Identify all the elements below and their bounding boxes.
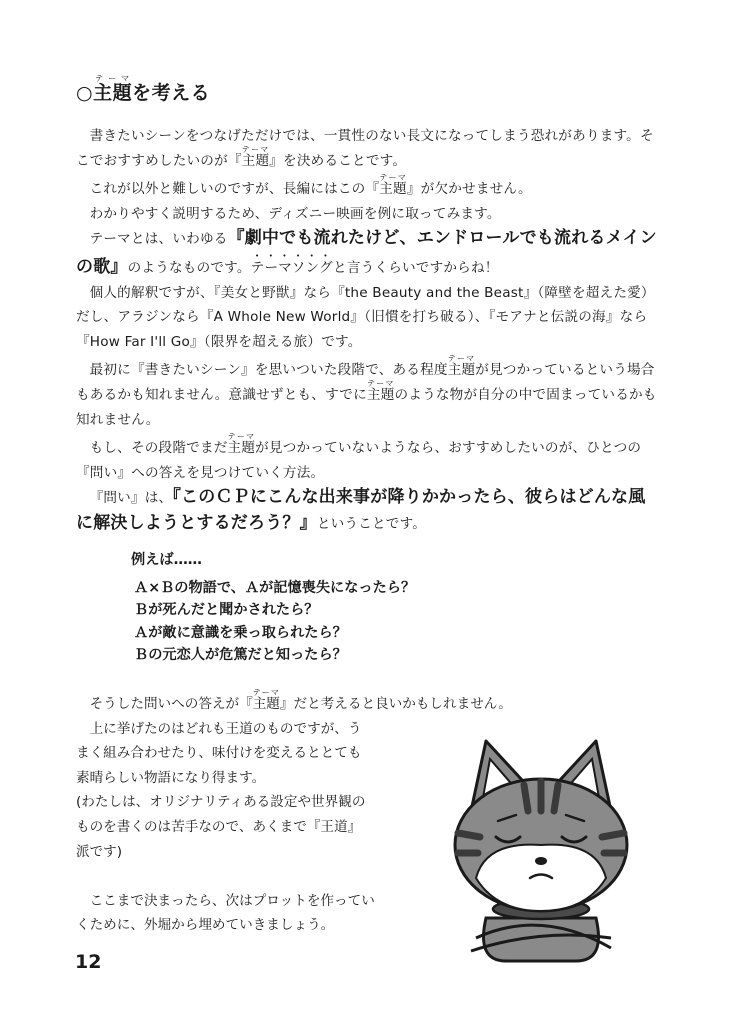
paragraph-4: テーマとは、いわゆる『劇中でも流れたけど、エンドロールでも流れるメインの歌』のようなものです。テーマソングと言うくらいですからね！ xyxy=(76,228,657,277)
example-item: Ｂが死んだと聞かされたら？ xyxy=(134,602,319,618)
paragraph-8: 『問い』は、『このＣＰにこんな出来事が降りかかったら、彼らはどんな風に解決しようとするだろう？』ということです。 xyxy=(76,487,646,533)
example-item: Ａが敵に意識を乗っ取られたら？ xyxy=(134,624,347,641)
closing-line: くために、外堀から埋めていきましょう。 xyxy=(76,917,335,934)
heading-circle: ○ xyxy=(76,82,94,104)
example-item: Ｂの元恋人が危篤だと知ったら？ xyxy=(134,647,347,663)
example-item: Ａ×Ｂの物語で、Ａが記憶喪失になったら？ xyxy=(134,579,416,596)
section-heading xyxy=(76,74,210,105)
cat-illustration-icon xyxy=(446,733,636,963)
heading-suffix: を考える xyxy=(132,82,211,104)
heading-theme-ruby: 主題テーマ xyxy=(93,74,133,104)
body-text xyxy=(76,124,662,537)
closing-line: 素晴らしい物語になり得ます。 xyxy=(76,769,266,786)
paragraph-7: もし、その段階でまだ主題テーマが見つかっていないようなら、おすすめしたいのが、ひとつの『問い』への答えを見つけていく方法。 xyxy=(76,432,642,481)
question-emphasis: 『このＣＰにこんな出来事が降りかかったら、彼らはどんな風に解決しようとするだろう？』 xyxy=(76,487,646,533)
paragraph-2: これが以外と難しいのですが、長編にはこの『主題テーマ』が欠かせません。 xyxy=(89,173,532,198)
page-number: 12 xyxy=(75,951,102,973)
closing-line: そうした問いへの答えが『主題テーマ』だと考えると良いかもしれません。 xyxy=(89,688,512,712)
theme-song-word: テーマソング xyxy=(250,259,334,276)
theme-song-emphasis: 『劇中でも流れたけど、エンドロールでも流れるメインの歌』 xyxy=(76,228,657,277)
paragraph-6: 最初に『書きたいシーン』を思いついた段階で、ある程度主題テーマが見つかっているという場合もあるかも知れません。意識せずとも、すでに主題テーマのような物が自分の中で固まっているかも知れません。 xyxy=(76,354,657,428)
examples-title: 例えば…… xyxy=(131,552,202,568)
paragraph-3: わかりやすく説明するため、ディズニー映画を例に取ってみます。 xyxy=(89,205,501,222)
paragraph-5: 個人的解釈ですが、『美女と野獣』なら『the Beauty and the Beast』（障壁を超えた愛）だし、アラジンなら『A Whole New World』（旧慣を打ち破る）、『モアナと伝説の海』なら『How Far I'll Go』（限界を超える旅）です。 xyxy=(76,284,655,350)
closing-line: ここまで決まったら、次はプロットを作ってい xyxy=(89,892,375,909)
closing-line: 派です) xyxy=(76,843,123,860)
closing-line: ものを書くのは苦手なので、あくまで『王道』 xyxy=(76,818,362,835)
closing-line: まく組み合わせたり、味付けを変えるととても xyxy=(76,745,362,762)
examples-box xyxy=(131,549,415,667)
paragraph-1: 書きたいシーンをつなげただけでは、一貫性のない長文になってしまう恐れがあります。そこでおすすめしたいのが『主題テーマ』を決めることです。 xyxy=(76,128,654,169)
closing-line: (わたしは、オリジナリティある設定や世界観の xyxy=(76,794,366,811)
closing-line: 上に挙げたのはどれも王道のものですが、う xyxy=(89,720,362,737)
